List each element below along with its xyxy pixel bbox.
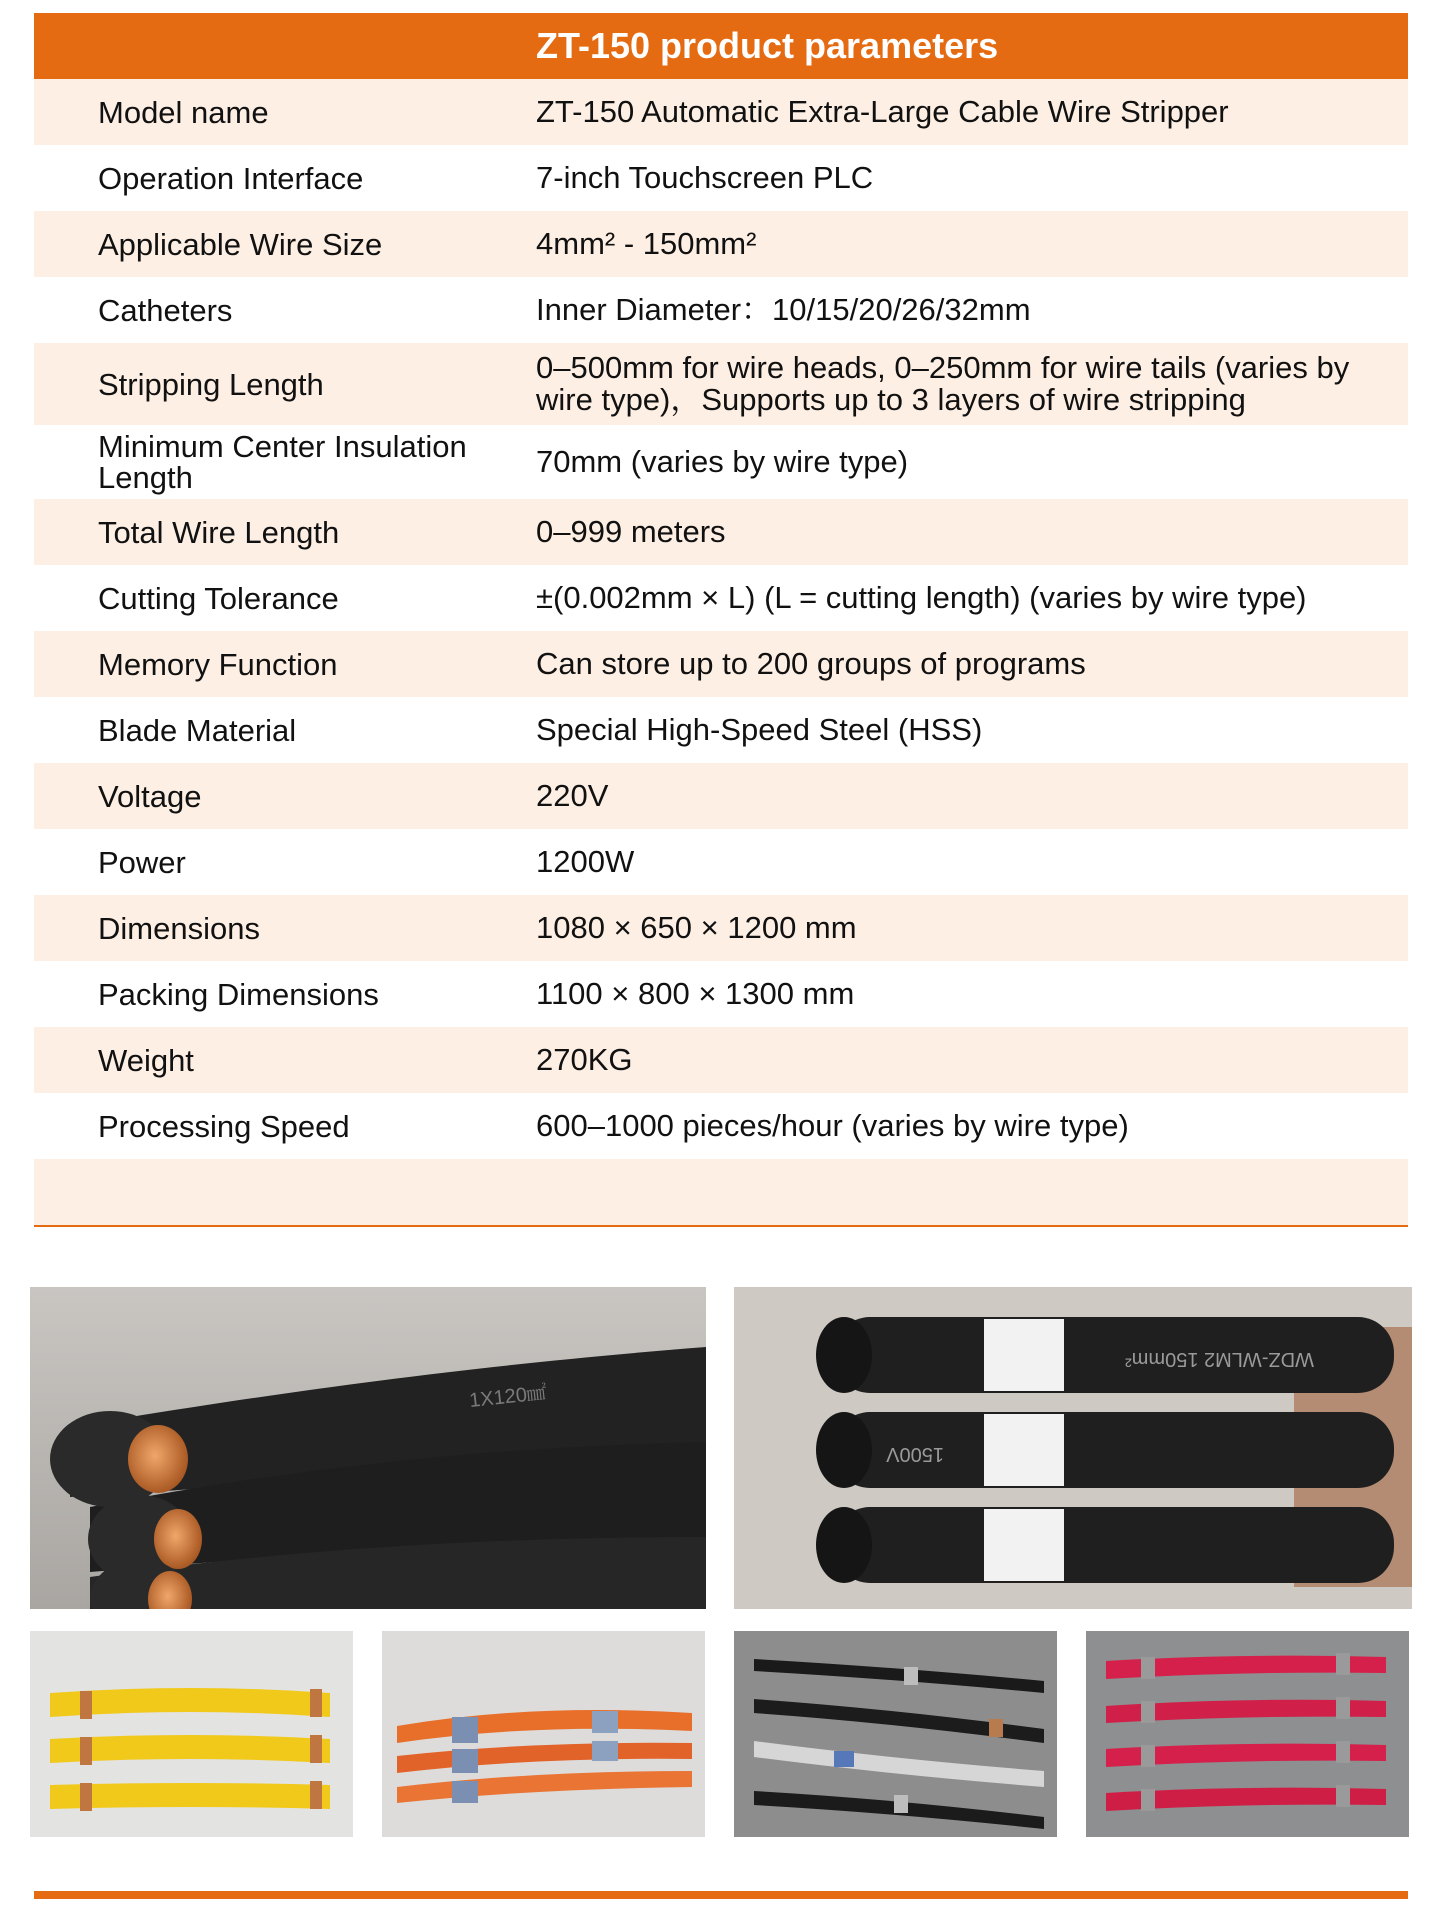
cable-print-text: 1500V (886, 1443, 944, 1465)
row-label: Weight (98, 1042, 194, 1078)
cable-photo-graphic (734, 1631, 1057, 1837)
table-row (34, 1093, 1408, 1159)
photo-orange-cables (382, 1631, 705, 1837)
row-label: Dimensions (98, 910, 260, 946)
photo-red-cables (1086, 1631, 1409, 1837)
table-row (34, 499, 1408, 565)
table-row (34, 763, 1408, 829)
row-value: ±(0.002mm × L) (L = cutting length) (varies by wire type) (536, 580, 1307, 615)
table-row (34, 145, 1408, 211)
row-value: 4mm² - 150mm² (536, 226, 757, 261)
row-label: Blade Material (98, 712, 297, 748)
row-value: 270KG (536, 1042, 633, 1077)
row-value: 0–500mm for wire heads, 0–250mm for wire tails (varies by wire type)，Supports up to 3 layers of wire stripping (536, 350, 1350, 417)
row-label: Cutting Tolerance (98, 580, 339, 616)
table-row (34, 211, 1408, 277)
row-label: Voltage (98, 778, 202, 814)
photo-yellow-cables (30, 1631, 353, 1837)
row-value: 7-inch Touchscreen PLC (536, 160, 874, 195)
row-label: Model name (98, 94, 269, 130)
cable-print-text: 1X120㎟ (468, 1381, 548, 1412)
row-label: Applicable Wire Size (98, 226, 383, 262)
bottom-accent-bar (34, 1891, 1408, 1899)
table-header (34, 13, 1408, 79)
table-title: ZT-150 product parameters (536, 25, 999, 66)
row-label: Stripping Length (98, 366, 324, 402)
row-value: 220V (536, 778, 609, 813)
table-row (34, 631, 1408, 697)
photo-wdz-cables-150 (734, 1287, 1412, 1609)
cable-photo-graphic (734, 1287, 1412, 1609)
cable-photo-graphic (382, 1631, 705, 1837)
row-label: Power (98, 844, 186, 880)
photo-black-white-cables (734, 1631, 1057, 1837)
table-row (34, 79, 1408, 145)
row-value: 0–999 meters (536, 514, 726, 549)
row-value: 70mm (varies by wire type) (536, 444, 909, 479)
table-row (34, 343, 1408, 425)
row-value: 600–1000 pieces/hour (varies by wire type) (536, 1108, 1129, 1143)
table-row-empty (34, 1159, 1408, 1225)
cable-photo-graphic (1086, 1631, 1409, 1837)
row-label: Memory Function (98, 646, 338, 682)
table-row (34, 895, 1408, 961)
photo-black-cables-120 (30, 1287, 706, 1609)
row-label: Catheters (98, 292, 233, 328)
table-row (34, 961, 1408, 1027)
table-row (34, 1027, 1408, 1093)
row-value: 1200W (536, 844, 635, 879)
row-label: Processing Speed (98, 1108, 350, 1144)
row-label: Minimum Center Insulation Length (98, 429, 467, 495)
row-value: 1080 × 650 × 1200 mm (536, 910, 857, 945)
cable-photo-graphic (30, 1631, 353, 1837)
cable-print-text: WDZ-WLM2 150mm² (1125, 1348, 1314, 1370)
table-row (34, 565, 1408, 631)
table-row (34, 697, 1408, 763)
table-divider (34, 1225, 1408, 1227)
cable-photo-graphic (30, 1287, 706, 1609)
row-value: Inner Diameter：10/15/20/26/32mm (536, 292, 1031, 327)
table-row (34, 277, 1408, 343)
row-value: ZT-150 Automatic Extra-Large Cable Wire Stripper (536, 94, 1229, 129)
row-label: Total Wire Length (98, 514, 340, 550)
row-value: Can store up to 200 groups of programs (536, 646, 1086, 681)
table-row (34, 829, 1408, 895)
parameters-table (34, 13, 1408, 1227)
row-value: Special High-Speed Steel (HSS) (536, 712, 983, 747)
row-label: Packing Dimensions (98, 976, 379, 1012)
table-row (34, 425, 1408, 499)
row-label: Operation Interface (98, 160, 364, 196)
row-value: 1100 × 800 × 1300 mm (536, 976, 855, 1011)
